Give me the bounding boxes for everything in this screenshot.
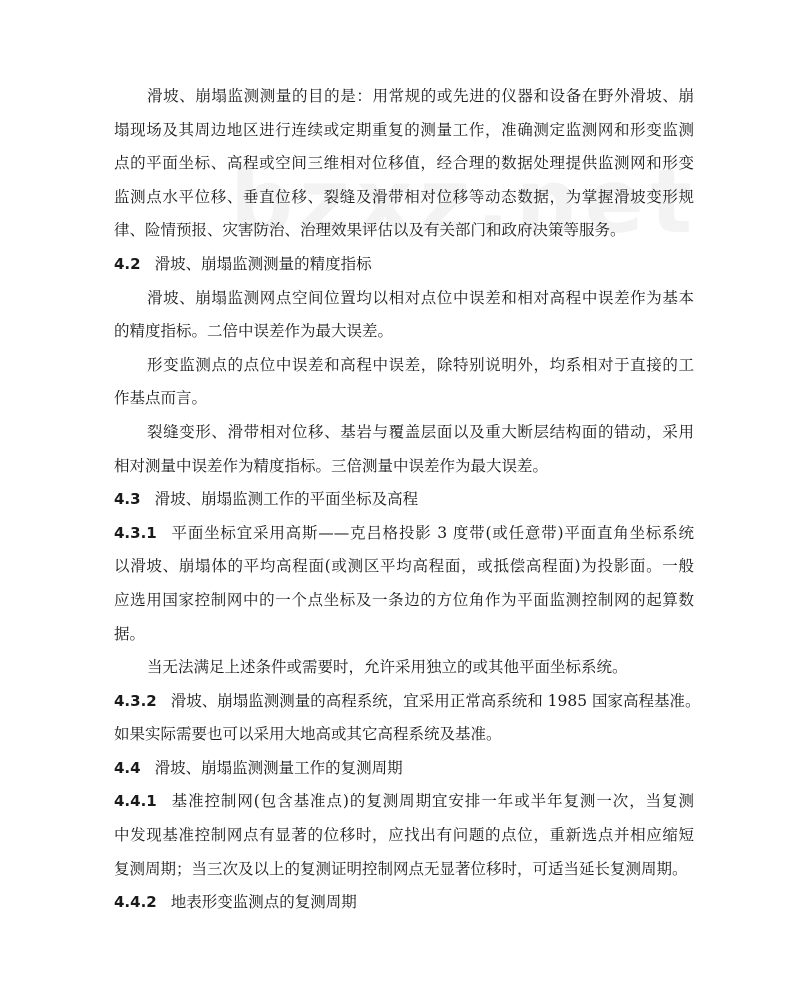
intro-paragraph	[114, 80, 694, 248]
paragraph-line: 裂缝变形、滑带相对位移、基岩与覆盖层面以及重大断层结构面的错动，采用	[147, 422, 694, 441]
subsection-number: 4.4.2	[114, 893, 157, 912]
subsection-text: 平面坐标宜采用高斯——克吕格投影 3 度带(或任意带)平面直角坐标系统	[170, 523, 694, 542]
paragraph-line	[114, 517, 694, 551]
paragraph-line: 据。	[114, 624, 146, 643]
paragraph-line: 以滑坡、崩塌体的平均高程面(或测区平均高程面，或抵偿高程面)为投影面。一般	[114, 557, 694, 576]
section-number: 4.2	[114, 254, 141, 273]
section-title: 滑坡、崩塌监测工作的平面坐标及高程	[154, 490, 419, 509]
paragraph-line: 当无法满足上述条件或需要时，允许采用独立的或其他平面坐标系统。	[147, 658, 628, 677]
subsection-number: 4.3.1	[114, 523, 157, 542]
subsection-4-3-2	[114, 685, 701, 752]
section-4-2-paragraph-2	[114, 349, 694, 416]
subsection-number: 4.4.1	[114, 792, 157, 811]
paragraph-line: 律、险情预报、灾害防治、治理效果评估以及有关部门和政府决策等服务。	[114, 221, 626, 240]
paragraph-line: 中发现基准控制网点有显著的位移时，应找出有问题的点位，重新选点并相应缩短	[114, 826, 694, 845]
paragraph-line: 复测周期；当三次及以上的复测证明控制网点无显著位移时，可适当延长复测周期。	[114, 859, 688, 878]
paragraph-line: 点的平面坐标、高程或空间三维相对位移值，经合理的数据处理提供监测网和形变	[114, 154, 694, 173]
paragraph-line: 如果实际需要也可以采用大地高或其它高程系统及基准。	[114, 725, 502, 744]
paragraph-line	[114, 785, 694, 819]
paragraph-line: 相对测量中误差作为精度指标。三倍测量中误差作为最大误差。	[114, 456, 549, 475]
section-heading-4-3	[114, 483, 694, 517]
subsection-text: 滑坡、崩塌监测测量的高程系统，宜采用正常高系统和 1985 国家高程基准。	[170, 691, 701, 710]
subsection-4-4-2	[114, 886, 694, 920]
section-heading-4-2	[114, 248, 694, 282]
subsection-title: 地表形变监测点的复测周期	[170, 893, 357, 912]
paragraph-line: 的精度指标。二倍中误差作为最大误差。	[114, 322, 394, 341]
paragraph-line: 滑坡、崩塌监测测量的目的是：用常规的或先进的仪器和设备在野外滑坡、崩	[147, 87, 694, 105]
section-number: 4.3	[114, 490, 141, 509]
subsection-text: 基准控制网(包含基准点)的复测周期宜安排一年或半年复测一次，当复测	[170, 792, 694, 811]
paragraph-line: 形变监测点的点位中误差和高程中误差，除特别说明外，均系相对于直接的工	[147, 355, 694, 374]
paragraph-line: 监测点水平位移、垂直位移、裂缝及滑带相对位移等动态数据，为掌握滑坡变形规	[114, 187, 694, 206]
document-page	[114, 80, 701, 920]
paragraph-line: 滑坡、崩塌监测网点空间位置均以相对点位中误差和相对高程中误差作为基本	[147, 288, 694, 307]
paragraph-line: 应选用国家控制网中的一个点坐标及一条边的方位角作为平面监测控制网的起算数	[114, 590, 694, 609]
section-4-2-paragraph-3	[114, 416, 694, 483]
section-number: 4.4	[114, 758, 141, 777]
section-heading-4-4	[114, 752, 694, 786]
section-title: 滑坡、崩塌监测测量的精度指标	[154, 254, 372, 273]
paragraph-line: 作基点而言。	[114, 389, 208, 408]
section-title: 滑坡、崩塌监测测量工作的复测周期	[154, 758, 403, 777]
subsection-4-3-1	[114, 517, 694, 651]
subsection-4-4-1	[114, 785, 694, 886]
section-4-2-paragraph-1	[114, 282, 694, 349]
paragraph-line: 塌现场及其周边地区进行连续或定期重复的测量工作，准确测定监测网和形变监测	[114, 120, 694, 139]
paragraph-line	[114, 685, 701, 719]
subsection-number: 4.3.2	[114, 691, 157, 710]
